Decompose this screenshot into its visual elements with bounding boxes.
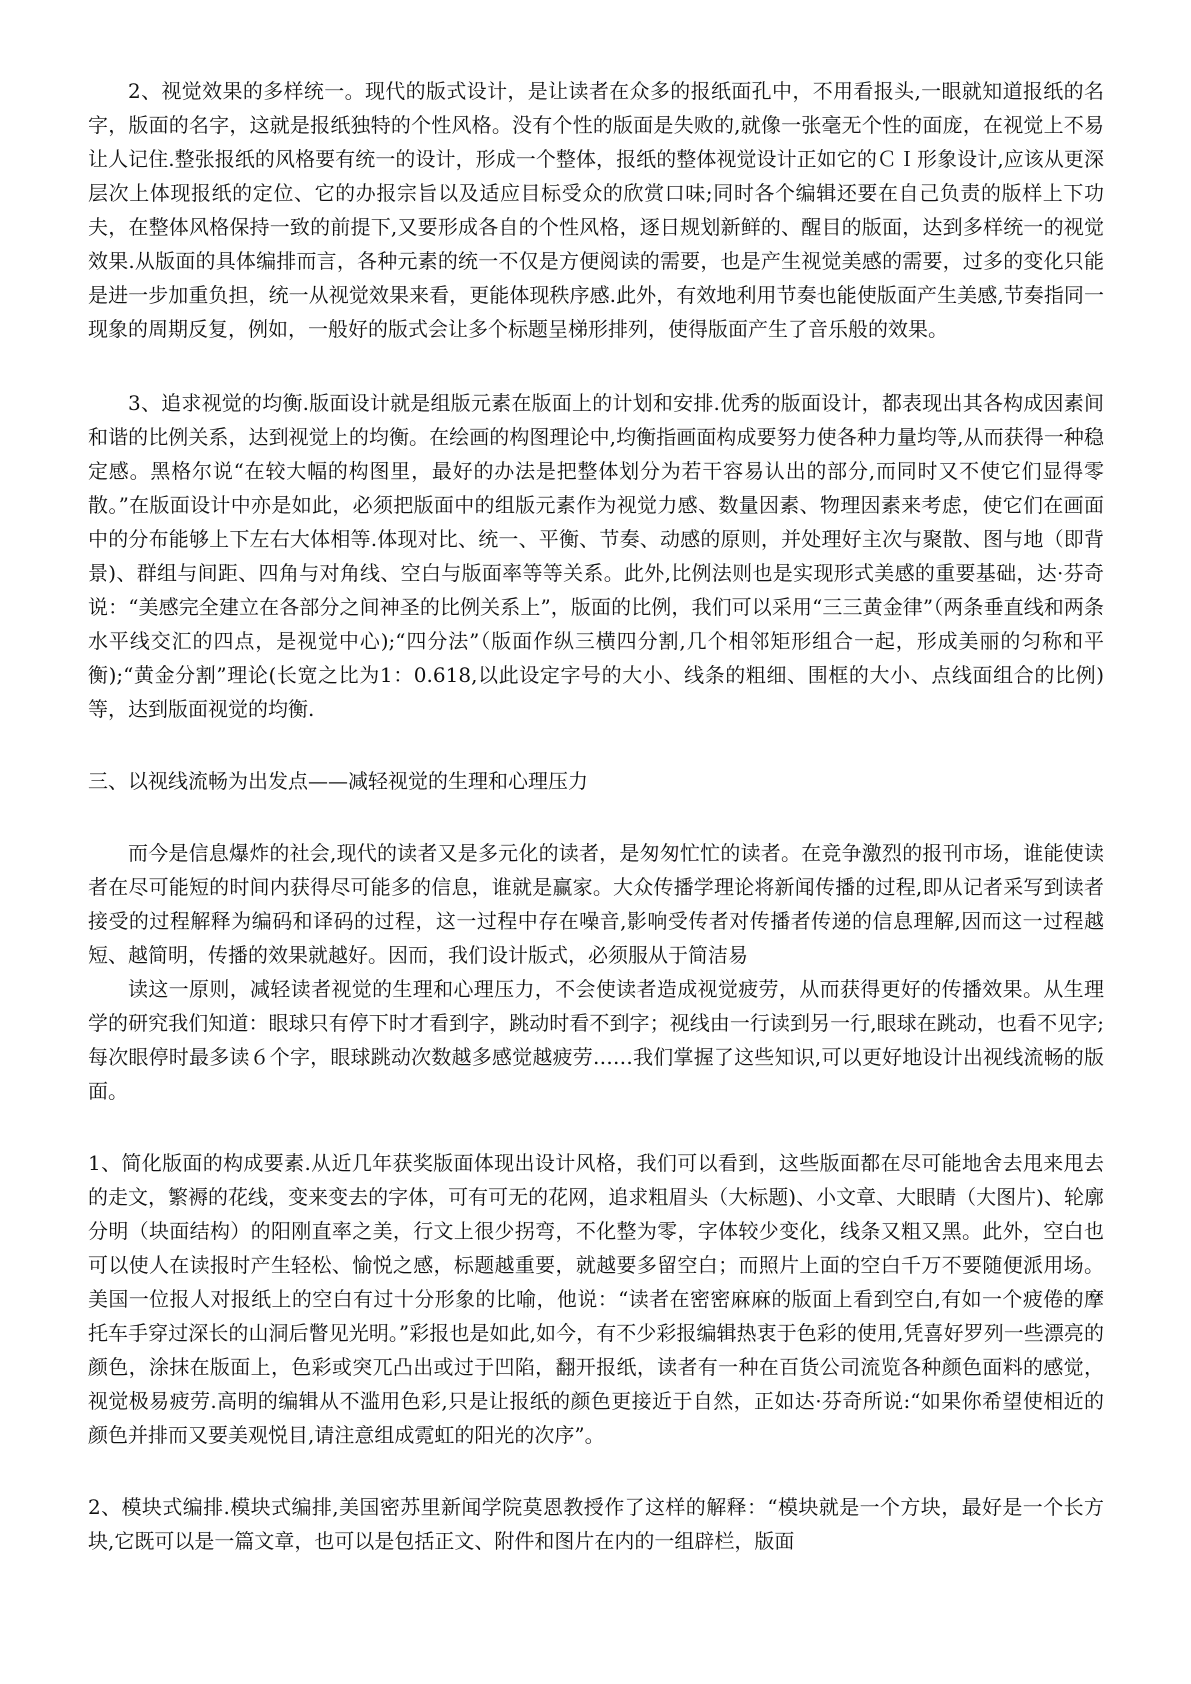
paragraph-visual-unity: 2、视觉效果的多样统一。现代的版式设计，是让读者在众多的报纸面孔中，不用看报头,一眼就知道报纸的名字，版面的名字，这就是报纸独特的个性风格。没有个性的版面是失败的,就像一张毫无个性的面庞，在视觉上不易让人记住.整张报纸的风格要有统一的设计，形成一个整体，报纸的整体视觉设计正如它的ＣＩ形象设计,应该从更深层次上体现报纸的定位、它的办报宗旨以及适应目标受众的欣赏口味;同时各个编辑还要在自己负责的版样上下功夫，在整体风格保持一致的前提下,又要形成各自的个性风格，逐日规划新鲜的、醒目的版面，达到多样统一的视觉效果.从版面的具体编排而言，各种元素的统一不仅是方便阅读的需要，也是产生视觉美感的需要，过多的变化只能是进一步加重负担，统一从视觉效果来看，更能体现秩序感.此外，有效地利用节奏也能使版面产生美感,节奏指同一现象的周期反复，例如，一般好的版式会让多个标题呈梯形排列，使得版面产生了音乐般的效果。 bbox=[88, 79, 1104, 341]
paragraph-simplify-layout: 1、简化版面的构成要素.从近几年获奖版面体现出设计风格，我们可以看到，这些版面都在尽可能地舍去甩来甩去的走文，繁褥的花线，变来变去的字体，可有可无的花网，追求粗眉头（大标题)、小文章、大眼睛（大图片)、轮廓分明（块面结构）的阳刚直率之美，行文上很少拐弯，不化整为零，字体较少变化，线条又粗又黑。此外，空白也可以使人在读报时产生轻松、愉悦之感，标题越重要，就越要多留空白；而照片上面的空白千万不要随便派用场。美国一位报人对报纸上的空白有过十分形象的比喻，他说：“读者在密密麻麻的版面上看到空白,有如一个疲倦的摩托车手穿过深长的山洞后瞥见光明。”彩报也是如此,如今，有不少彩报编辑热衷于色彩的使用,凭喜好罗列一些漂亮的颜色，涂抹在版面上，色彩或突兀凸出或过于凹陷，翻开报纸，读者有一种在百货公司流览各种颜色面料的感觉，视觉极易疲劳.高明的编辑从不滥用色彩,只是让报纸的颜色更接近于自然，正如达·芬奇所说:“如果你希望使相近的颜色并排而又要美观悦目,请注意组成霓虹的阳光的次序”。 bbox=[88, 1151, 1104, 1447]
section-heading: 三、以视线流畅为出发点——减轻视觉的生理和心理压力 bbox=[88, 769, 588, 793]
paragraph-modular-layout: 2、模块式编排.模块式编排,美国密苏里新闻学院莫恩教授作了这样的解释：“模块就是一个方块，最好是一个长方块,它既可以是一篇文章，也可以是包括正文、附件和图片在内的一组辟栏，版面 bbox=[88, 1495, 1104, 1553]
paragraph-information-age: 而今是信息爆炸的社会,现代的读者又是多元化的读者，是匆匆忙忙的读者。在竞争激烈的报刊市场，谁能使读者在尽可能短的时间内获得尽可能多的信息，谁就是赢家。大众传播学理论将新闻传播的过程,即从记者采写到读者接受的过程解释为编码和译码的过程，这一过程中存在噪音,影响受传者对传播者传递的信息理解,因而这一过程越短、越简明，传播的效果就越好。因而，我们设计版式，必须服从于简洁易 bbox=[88, 841, 1104, 967]
paragraph-reading-principle: 读这一原则，减轻读者视觉的生理和心理压力，不会使读者造成视觉疲劳，从而获得更好的传播效果。从生理学的研究我们知道：眼球只有停下时才看到字，跳动时看不到字；视线由一行读到另一行,眼球在跳动，也看不见字;每次眼停时最多读６个字，眼球跳动次数越多感觉越疲劳……我们掌握了这些知识,可以更好地设计出视线流畅的版面。 bbox=[88, 977, 1104, 1103]
paragraph-visual-balance: 3、追求视觉的均衡.版面设计就是组版元素在版面上的计划和安排.优秀的版面设计，都表现出其各构成因素间和谐的比例关系，达到视觉上的均衡。在绘画的构图理论中,均衡指画面构成要努力使各种力量均等,从而获得一种稳定感。黑格尔说“在较大幅的构图里，最好的办法是把整体划分为若干容易认出的部分,而同时又不使它们显得零散。”在版面设计中亦是如此，必须把版面中的组版元素作为视觉力感、数量因素、物理因素来考虑，使它们在画面中的分布能够上下左右大体相等.体现对比、统一、平衡、节奏、动感的原则，并处理好主次与聚散、图与地（即背景)、群组与间距、四角与对角线、空白与版面率等等关系。此外,比例法则也是实现形式美感的重要基础，达·芬奇说：“美感完全建立在各部分之间神圣的比例关系上”，版面的比例，我们可以采用“三三黄金律”（两条垂直线和两条水平线交汇的四点，是视觉中心);“四分法”（版面作纵三横四分割,几个相邻矩形组合一起，形成美丽的匀称和平衡);“黄金分割”理论(长宽之比为1：0.618,以此设定字号的大小、线条的粗细、围框的大小、点线面组合的比例)等，达到版面视觉的均衡. bbox=[88, 391, 1104, 721]
document-body bbox=[88, 74, 1104, 1558]
